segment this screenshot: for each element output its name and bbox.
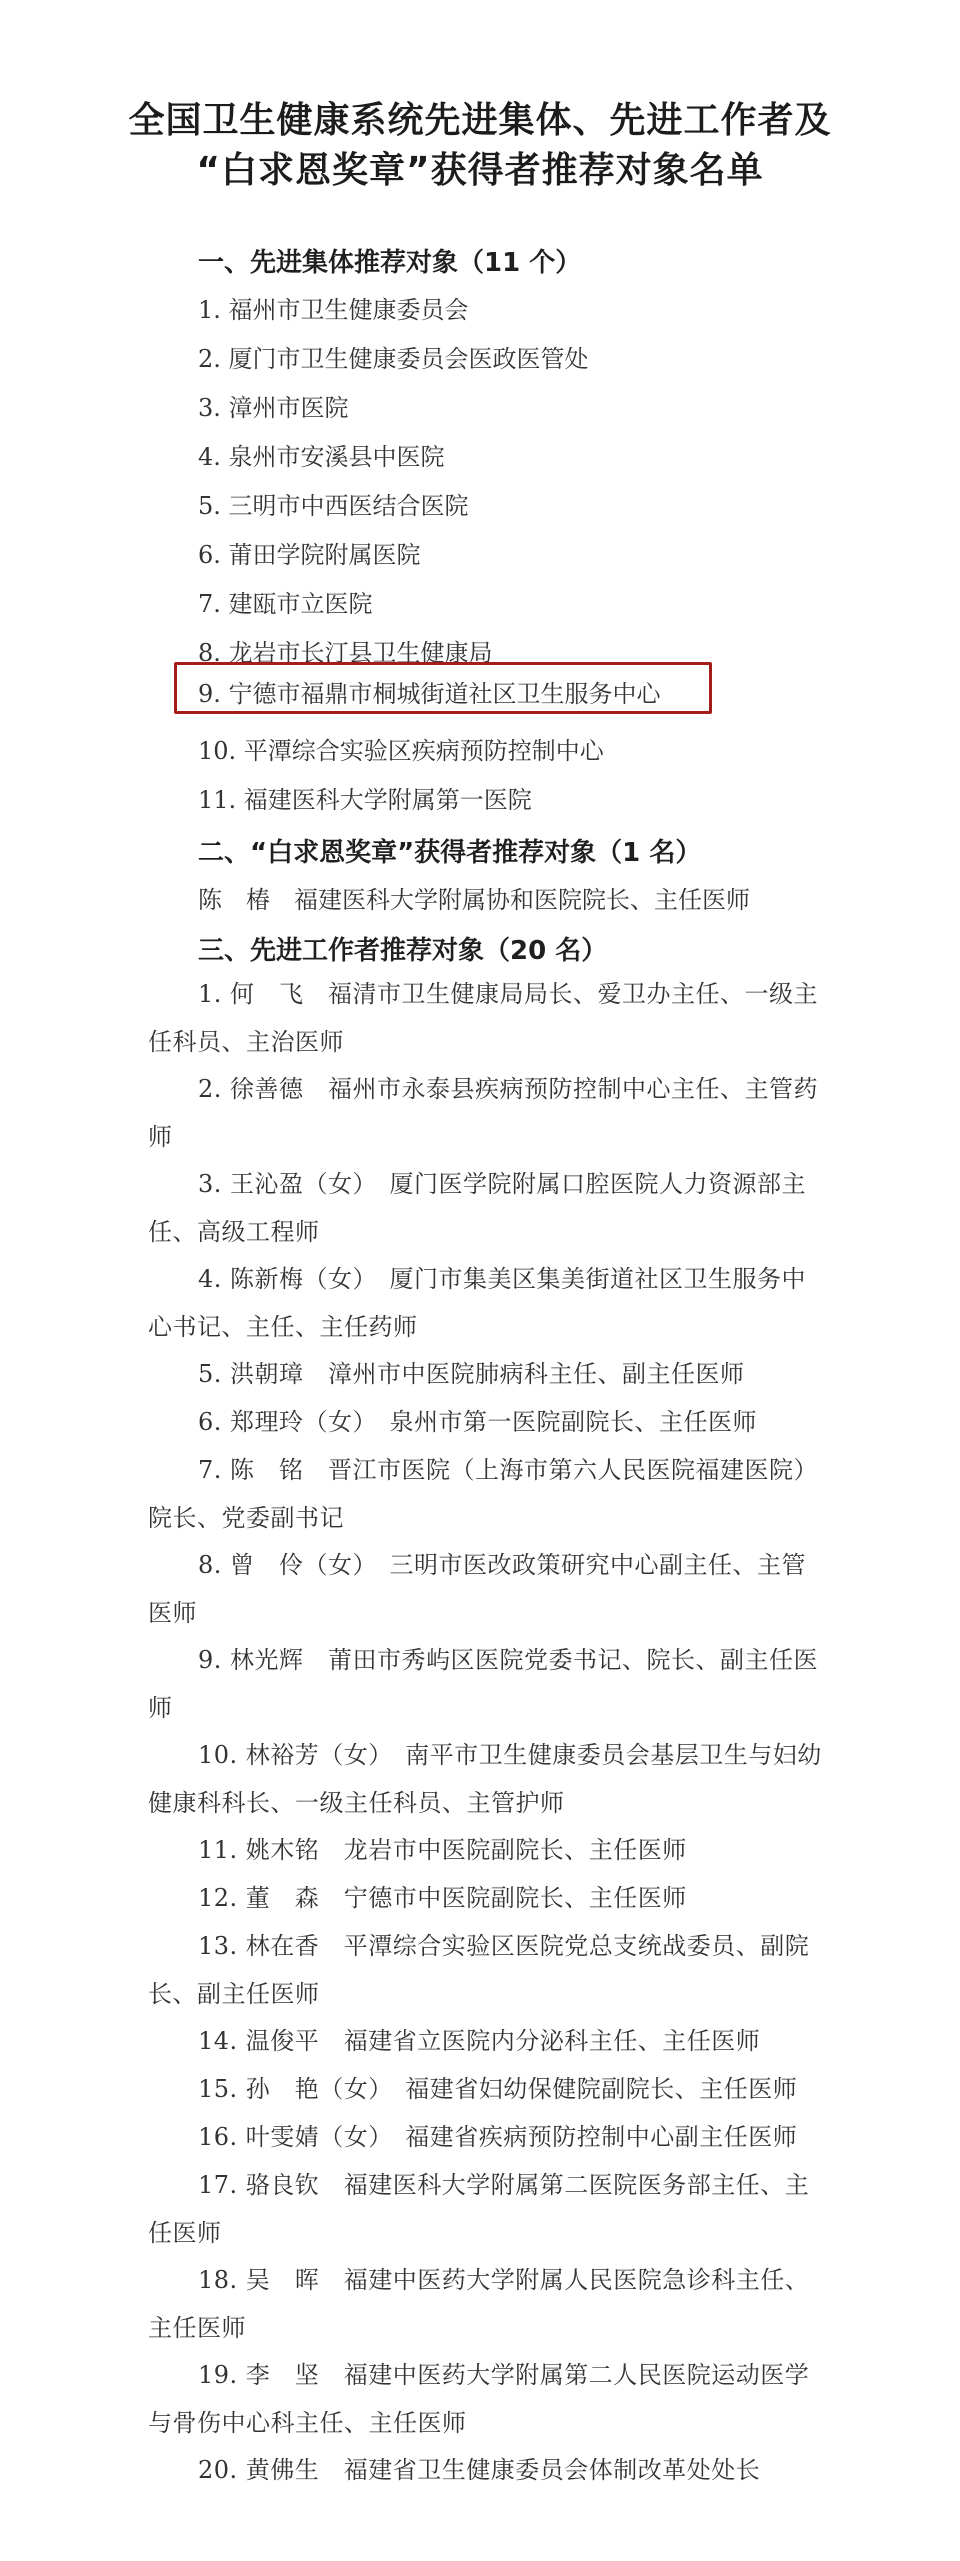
section-heading-workers: 三、先进工作者推荐对象（20 名） bbox=[198, 936, 608, 966]
list-item: 4. 泉州市安溪县中医院 bbox=[198, 443, 445, 471]
list-item: 2. 厦门市卫生健康委员会医政医管处 bbox=[198, 345, 589, 373]
list-item: 7. 陈 铭 晋江市医院（上海市第六人民医院福建医院）院长、党委副书记 bbox=[148, 1456, 819, 1532]
list-item: 7. 建瓯市立医院 bbox=[198, 590, 373, 618]
list-item: 16. 叶雯婧（女） 福建省疾病预防控制中心副主任医师 bbox=[198, 2123, 798, 2151]
list-item: 8. 曾 伶（女） 三明市医改政策研究中心副主任、主管医师 bbox=[148, 1551, 807, 1627]
list-item-highlighted: 9. 宁德市福鼎市桐城街道社区卫生服务中心 bbox=[198, 680, 661, 708]
list-item: 10. 平潭综合实验区疾病预防控制中心 bbox=[198, 737, 604, 765]
list-item: 13. 林在香 平潭综合实验区医院党总支统战委员、副院长、副主任医师 bbox=[148, 1932, 810, 2008]
list-item: 20. 黄佛生 福建省卫生健康委员会体制改革处处长 bbox=[198, 2456, 761, 2484]
list-item: 2. 徐善德 福州市永泰县疾病预防控制中心主任、主管药师 bbox=[148, 1075, 819, 1151]
section-heading-medal: 二、“白求恩奖章”获得者推荐对象（1 名） bbox=[198, 838, 702, 868]
list-item: 1. 何 飞 福清市卫生健康局局长、爱卫办主任、一级主任科员、主治医师 bbox=[148, 980, 819, 1056]
list-item: 18. 吴 晖 福建中医药大学附属人民医院急诊科主任、主任医师 bbox=[148, 2266, 810, 2342]
list-item: 6. 郑理玲（女） 泉州市第一医院副院长、主任医师 bbox=[198, 1408, 758, 1436]
title-line-2: “白求恩奖章”获得者推荐对象名单 bbox=[196, 150, 764, 191]
list-item: 11. 福建医科大学附属第一医院 bbox=[198, 786, 532, 814]
list-item: 9. 林光辉 莆田市秀屿区医院党委书记、院长、副主任医师 bbox=[148, 1646, 819, 1722]
list-item: 14. 温俊平 福建省立医院内分泌科主任、主任医师 bbox=[198, 2027, 761, 2055]
list-item: 3. 漳州市医院 bbox=[198, 394, 349, 422]
list-item: 10. 林裕芳（女） 南平市卫生健康委员会基层卫生与妇幼健康科科长、一级主任科员、主管护师 bbox=[148, 1741, 822, 1817]
section-heading-collectives: 一、先进集体推荐对象（11 个） bbox=[198, 248, 582, 278]
list-item: 11. 姚木铭 龙岩市中医院副院长、主任医师 bbox=[198, 1836, 687, 1864]
list-item: 3. 王沁盈（女） 厦门医学院附属口腔医院人力资源部主任、高级工程师 bbox=[148, 1170, 807, 1246]
list-item: 5. 三明市中西医结合医院 bbox=[198, 492, 469, 520]
title-line-1: 全国卫生健康系统先进集体、先进工作者及 bbox=[128, 100, 832, 141]
list-item: 12. 董 森 宁德市中医院副院长、主任医师 bbox=[198, 1884, 687, 1912]
list-item: 5. 洪朝璋 漳州市中医院肺病科主任、副主任医师 bbox=[198, 1360, 745, 1388]
list-item: 1. 福州市卫生健康委员会 bbox=[198, 296, 469, 324]
list-item: 陈 椿 福建医科大学附属协和医院院长、主任医师 bbox=[198, 886, 750, 914]
list-item: 17. 骆良钦 福建医科大学附属第二医院医务部主任、主任医师 bbox=[148, 2171, 810, 2247]
list-item: 15. 孙 艳（女） 福建省妇幼保健院副院长、主任医师 bbox=[198, 2075, 798, 2103]
list-item: 4. 陈新梅（女） 厦门市集美区集美街道社区卫生服务中心书记、主任、主任药师 bbox=[148, 1265, 807, 1341]
list-item: 6. 莆田学院附属医院 bbox=[198, 541, 421, 569]
list-item: 8. 龙岩市长汀县卫生健康局 bbox=[198, 639, 493, 667]
list-item: 19. 李 坚 福建中医药大学附属第二人民医院运动医学与骨伤中心科主任、主任医师 bbox=[148, 2361, 810, 2437]
